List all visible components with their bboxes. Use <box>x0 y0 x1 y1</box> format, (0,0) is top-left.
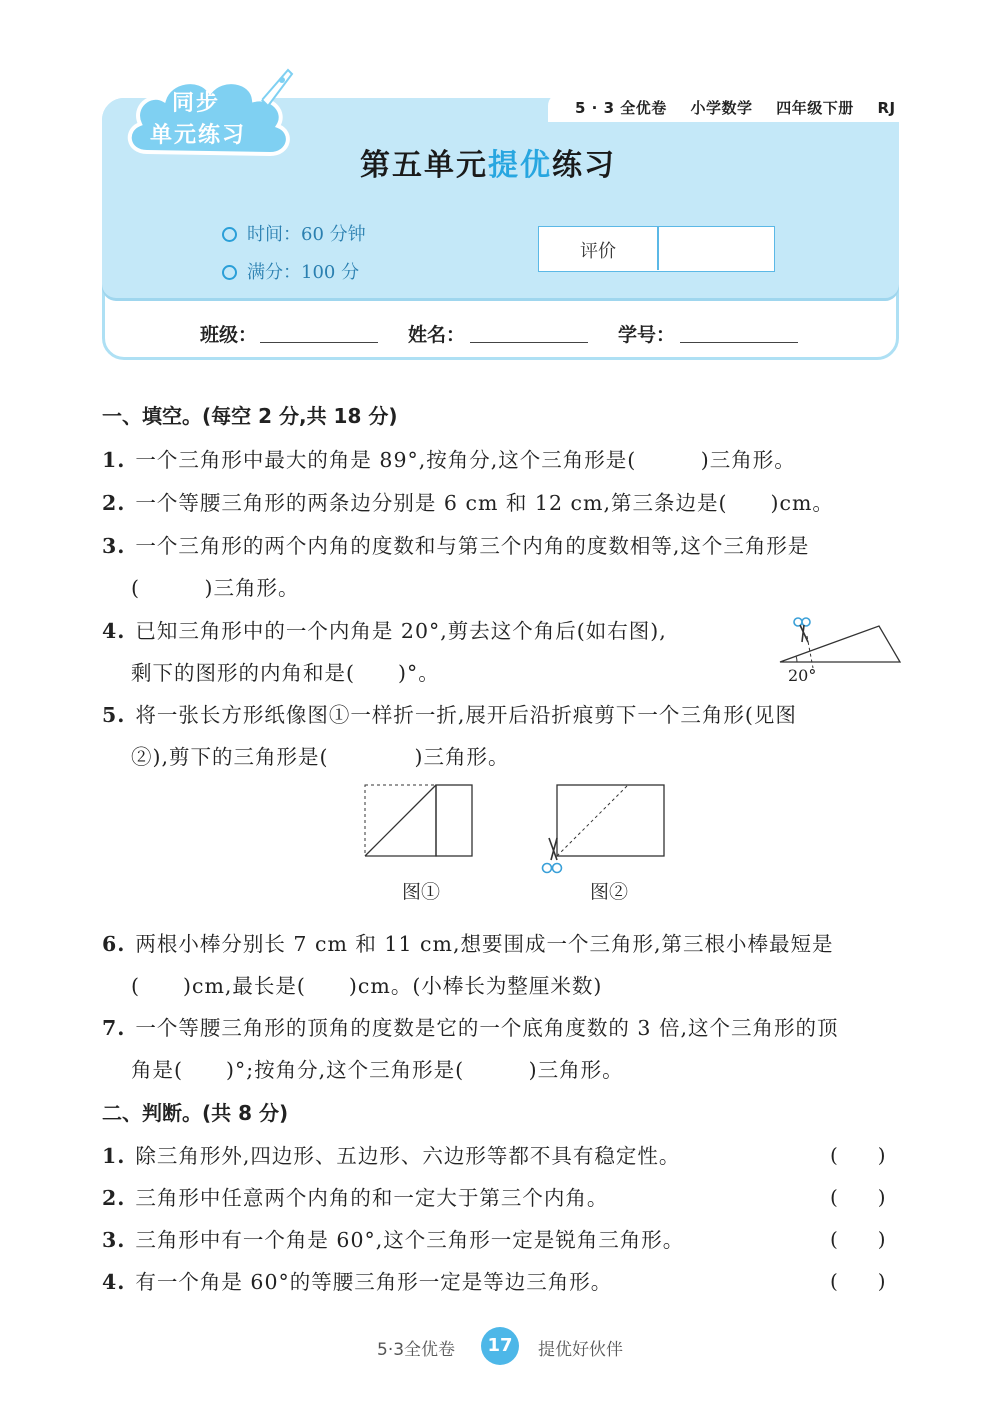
question-1-3-cont: ( )三角形。 <box>131 576 300 600</box>
footer-book-name: 5·3全优卷 <box>377 1340 456 1360</box>
judge-answer-4[interactable]: ( ) <box>830 1269 886 1293</box>
question-1-6-cont: ( )cm,最长是( )cm。(小棒长为整厘米数) <box>131 974 603 998</box>
judge-answer-2[interactable]: ( ) <box>830 1185 886 1209</box>
title-part-1: 第五单元 <box>360 148 488 183</box>
question-1-4: 4. 已知三角形中的一个内角是 20°,剪去这个角后(如右图), <box>102 619 667 643</box>
check-icon <box>222 265 237 280</box>
question-1-3: 3. 一个三角形的两个内角的度数和与第三个内角的度数相等,这个三角形是 <box>102 534 810 558</box>
subject: 小学数学 <box>690 99 753 117</box>
figure-1-label: 图① <box>402 881 441 903</box>
class-field[interactable] <box>260 342 378 343</box>
question-1-6: 6. 两根小棒分别长 7 cm 和 11 cm,想要围成一个三角形,第三根小棒最短是 <box>102 932 834 956</box>
title-part-2: 练习 <box>552 148 616 183</box>
section-1-heading: 一、填空。(每空 2 分,共 18 分) <box>102 404 398 428</box>
book-name: 5 · 3 全优卷 <box>575 99 667 117</box>
name-label: 姓名： <box>408 324 466 346</box>
figure-2-label: 图② <box>590 881 629 903</box>
question-1-5-cont: ②),剪下的三角形是( )三角形。 <box>131 745 510 769</box>
question-1-7-cont: 角是( )°;按角分,这个三角形是( )三角形。 <box>131 1058 624 1082</box>
judge-answer-3[interactable]: ( ) <box>830 1227 886 1251</box>
id-field[interactable] <box>680 342 798 343</box>
judge-question-2: 2. 三角形中任意两个内角的和一定大于第三个内角。 <box>102 1186 609 1210</box>
edition: RJ <box>877 99 896 117</box>
question-1-5: 5. 将一张长方形纸像图①一样折一折,展开后沿折痕剪下一个三角形(见图 <box>102 703 797 727</box>
question-1-7: 7. 一个等腰三角形的顶角的度数是它的一个底角度数的 3 倍,这个三角形的顶 <box>102 1016 839 1040</box>
footer-slogan: 提优好伙伴 <box>538 1340 623 1360</box>
angle-label: 20° <box>788 666 817 685</box>
book-info <box>575 97 914 118</box>
judge-question-1: 1. 除三角形外,四边形、五边形、六边形等都不具有稳定性。 <box>102 1144 681 1168</box>
badge-text-1: 同步 <box>172 91 221 116</box>
clock-icon <box>222 227 237 242</box>
question-1-4-cont: 剩下的图形的内角和是( )°。 <box>131 661 440 685</box>
page-title <box>360 140 616 184</box>
evaluation-label: 评价 <box>580 241 616 262</box>
score-text: 满分：100 分 <box>247 262 360 283</box>
scissors-icon <box>543 838 562 873</box>
evaluation-divider <box>657 227 659 270</box>
question-1-1: 1. 一个三角形中最大的角是 89°,按角分,这个三角形是( )三角形。 <box>102 448 796 472</box>
page-number: 17 <box>487 1335 513 1356</box>
cloud-badge-icon <box>122 62 307 172</box>
evaluation-box <box>538 226 775 272</box>
question-1-2: 2. 一个等腰三角形的两条边分别是 6 cm 和 12 cm,第三条边是( )cm。 <box>102 491 834 515</box>
badge-text-2: 单元练习 <box>150 123 247 148</box>
score-row <box>222 258 359 284</box>
name-field[interactable] <box>470 342 588 343</box>
id-label: 学号： <box>618 324 676 346</box>
grade: 四年级下册 <box>776 99 854 117</box>
section-2-heading: 二、判断。(共 8 分) <box>102 1101 289 1125</box>
time-row <box>222 220 366 246</box>
judge-question-4: 4. 有一个角是 60°的等腰三角形一定是等边三角形。 <box>102 1270 613 1294</box>
judge-question-3: 3. 三角形中有一个角是 60°,这个三角形一定是锐角三角形。 <box>102 1228 685 1252</box>
time-text: 时间：60 分钟 <box>247 224 366 245</box>
class-label: 班级： <box>200 324 258 346</box>
fold-figure-1 <box>360 780 480 862</box>
fold-figure-2 <box>535 780 670 885</box>
judge-answer-1[interactable]: ( ) <box>830 1143 886 1167</box>
title-highlight: 提优 <box>488 148 552 183</box>
